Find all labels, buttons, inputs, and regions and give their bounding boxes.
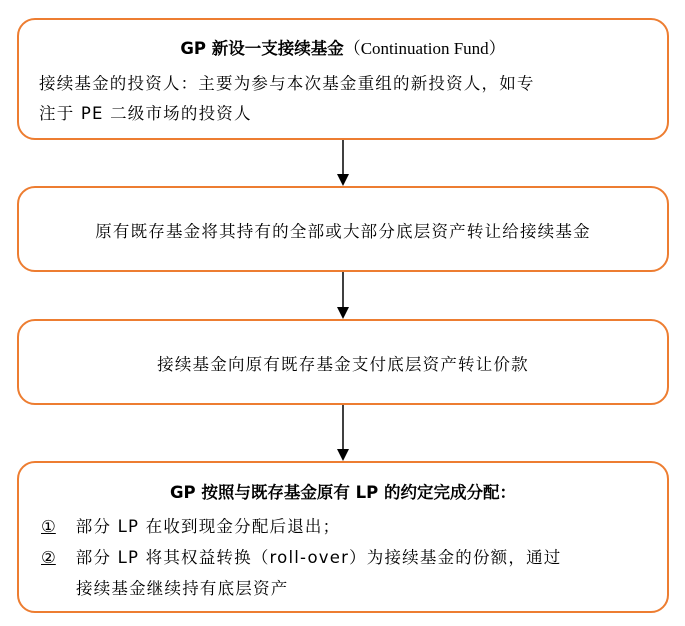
step-1-title-text: GP 新设一支接续基金 xyxy=(180,39,344,58)
arrow-1 xyxy=(336,140,350,186)
step-4-item-2 xyxy=(41,544,561,568)
step-2-text: 原有既存基金将其持有的全部或大部分底层资产转让给接续基金 xyxy=(95,222,591,241)
step-4-item-1 xyxy=(41,513,340,537)
arrow-2 xyxy=(336,272,350,319)
step-4-box xyxy=(17,461,669,613)
step-4-title: GP 按照与既存基金原有 LP 的约定完成分配： xyxy=(170,483,516,502)
step-1-title xyxy=(19,34,667,59)
step-4-item-1-text: 部分 LP 在收到现金分配后退出； xyxy=(75,517,341,536)
step-4-continuation: 接续基金继续持有底层资产 xyxy=(76,579,289,598)
step-4-item-2-text: 部分 LP 将其权益转换（roll-over）为接续基金的份额，通过 xyxy=(75,548,562,567)
step-3-box xyxy=(17,319,669,405)
arrow-3 xyxy=(336,405,350,461)
step-4-item-1-marker: ① xyxy=(41,517,56,536)
step-1-title-english: （Continuation Fund） xyxy=(343,39,506,58)
step-1-box xyxy=(17,18,669,140)
step-1-line-2: 注于 PE 二级市场的投资人 xyxy=(39,104,252,123)
step-2-box xyxy=(17,186,669,272)
step-1-line-1: 接续基金的投资人：主要为参与本次基金重组的新投资人，如专 xyxy=(39,74,535,93)
step-3-text: 接续基金向原有既存基金支付底层资产转让价款 xyxy=(157,355,529,374)
step-4-item-2-marker: ② xyxy=(41,548,56,567)
